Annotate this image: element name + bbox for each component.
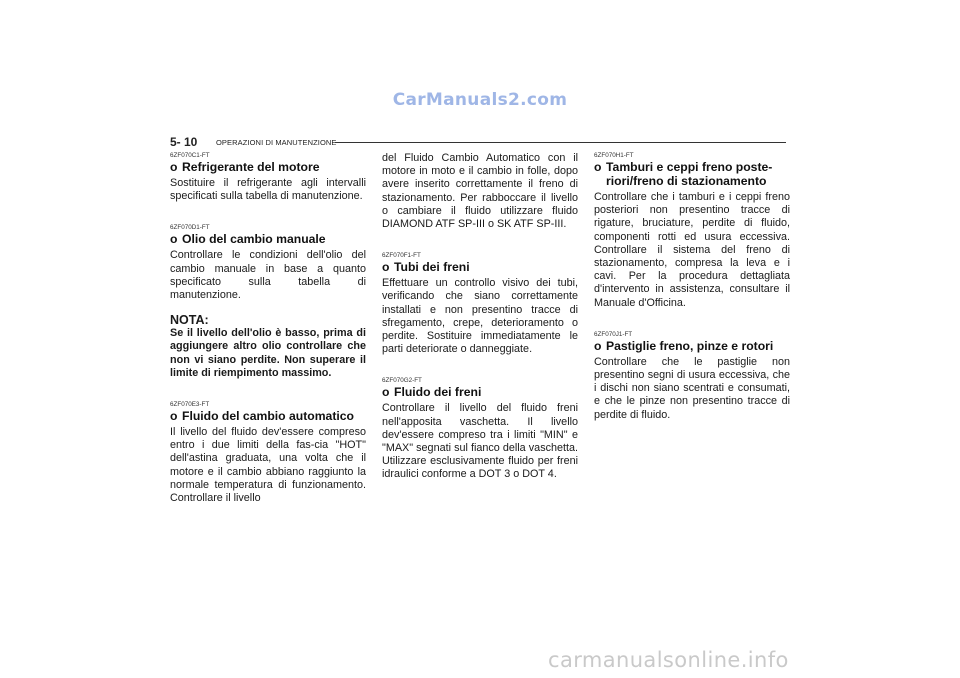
title-text: Pastiglie freno, pinze e rotori [606, 338, 774, 353]
section-name: OPERAZIONI DI MANUTENZIONE [216, 138, 337, 147]
title-text: Fluido dei freni [394, 385, 482, 400]
header-rule [335, 142, 786, 143]
section-code: 6ZF070G2-FT [382, 377, 422, 385]
page-number: 5- 10 [170, 135, 198, 149]
body-text: Effettuare un controllo visivo dei tubi, verificando che siano correttamente installati e non presentino tracce di sfregamento, crepe, deterioramento o perdite. Sostituire immediatamente le parti deteriorate o danneggiate. [382, 277, 578, 356]
column-1 [170, 152, 366, 505]
column-3 [594, 152, 790, 422]
title-text: Olio del cambio manuale [182, 232, 326, 247]
bullet-icon: o [170, 160, 178, 174]
section-title-pastiglie [594, 339, 790, 353]
watermark-top[interactable]: CarManuals2.com [392, 90, 568, 110]
section-code: 6ZF070F1-FT [382, 252, 421, 260]
body-text: Controllare il livello del fluido freni nell'apposita vaschetta. Il livello dev'essere compreso tra i limiti "MIN" e "MAX" segnati sul fianco della vaschetta. Utilizzare esclusivamente fluido per freni idraulici conforme a DOT 3 o DOT 4. [382, 402, 578, 481]
body-text: Controllare che le pastiglie non presentino segni di usura eccessiva, che i dischi non siano scentrati e consumati, e che le pinze non presentino tracce di perdite di fluido. [594, 355, 790, 421]
title-text: Tubi dei freni [394, 260, 470, 275]
section-title-refrigerante [170, 160, 366, 174]
note-label: NOTA: [170, 313, 209, 328]
bullet-icon: o [594, 338, 602, 353]
section-title-fluido-freni [382, 385, 578, 399]
bullet-icon: o [382, 385, 390, 400]
column-2 [382, 152, 578, 482]
bullet-icon: o [170, 409, 178, 424]
section-code: 6ZF070D1-FT [170, 224, 210, 232]
section-title-olio [170, 232, 366, 246]
bullet-icon: o [594, 160, 602, 174]
body-text: Sostituire il refrigerante agli intervalli specificati sulla tabella di manutenzione. [170, 177, 366, 203]
section-title-tamburi [594, 160, 790, 188]
page-header [170, 135, 786, 149]
body-text: Il livello del fluido dev'essere compreso entro i due limiti della fas-cia "HOT" dell'astina graduata, una volta che il motore e il cambio abbiano raggiunto la normale temperatura di funzionamento. Controllare il livello [170, 426, 366, 505]
body-text: Controllare che i tamburi e i ceppi freno posteriori non presentino tracce di rigature, bruciature, perdite di fluido, componenti rotti ed usura eccessiva. Controllare il sistema del freno di stazionamento, compresa la leva e i cavi. Per la procedura dettagliata d'intervento in assistenza, consultare il Manuale d'Officina. [594, 191, 790, 309]
note-text: Se il livello dell'olio è basso, prima di aggiungere altro olio controllare che non vi siano perdite. Non superare il limite di riempimento massimo. [170, 327, 366, 379]
section-code: 6ZF070C1-FT [170, 152, 210, 159]
section-code: 6ZF070E3-FT [170, 401, 210, 409]
title-text: Tamburi e ceppi freno poste-riori/freno di stazionamento [606, 160, 773, 188]
title-text: Fluido del cambio automatico [182, 409, 354, 424]
watermark-bottom[interactable]: carmanualsonline.info [548, 648, 789, 672]
section-code: 6ZF070J1-FT [594, 330, 633, 338]
bullet-icon: o [170, 232, 178, 247]
title-text: Refrigerante del motore [182, 160, 320, 174]
section-code: 6ZF070H1-FT [594, 152, 634, 159]
bullet-icon: o [382, 260, 390, 275]
body-text-continued: del Fluido Cambio Automatico con il motore in moto e il cambio in folle, dopo avere inserito correttamente il freno di stazionamento. Per rabboccare il livello o cambiare il fluido utilizzare fluido DIAMOND ATF SP-III o SK ATF SP-III. [382, 152, 578, 231]
section-title-fluido-cambio [170, 409, 366, 423]
body-text: Controllare le condizioni dell'olio del cambio manuale in base a quanto specificato sulla tabella di manutenzione. [170, 249, 366, 302]
section-title-tubi [382, 260, 578, 274]
